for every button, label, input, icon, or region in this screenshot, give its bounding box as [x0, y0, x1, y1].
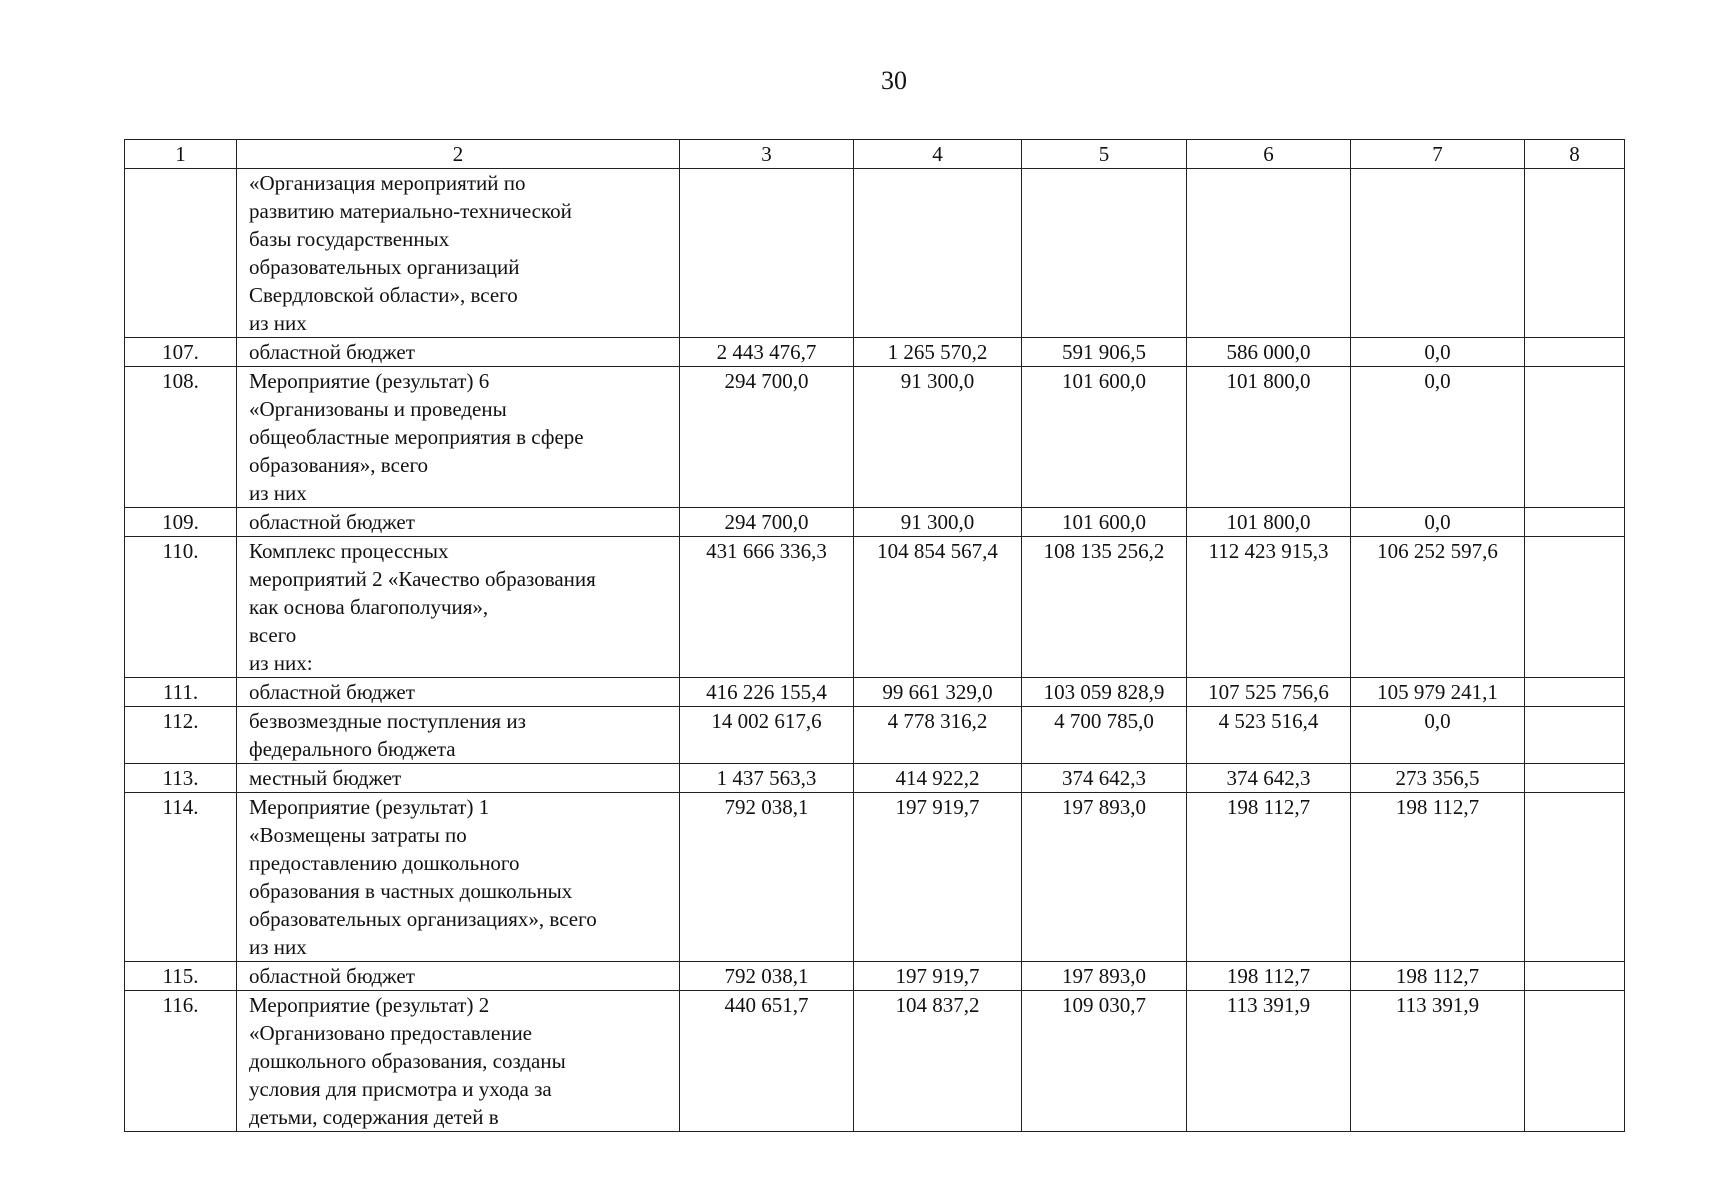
row-number: 109. [125, 508, 237, 537]
description-line: Мероприятие (результат) 2 [249, 993, 490, 1017]
table-row [125, 962, 1625, 991]
value-col-8 [1525, 338, 1625, 367]
row-number: 110. [125, 537, 237, 678]
value-col-5: 108 135 256,2 [1022, 537, 1187, 678]
row-number: 107. [125, 338, 237, 367]
value-col-7: 0,0 [1351, 367, 1525, 508]
value-col-6: 198 112,7 [1187, 962, 1351, 991]
value-col-8 [1525, 678, 1625, 707]
description-line: предоставлению дошкольного [249, 851, 520, 875]
description-line: из них [249, 311, 307, 335]
value-col-8 [1525, 537, 1625, 678]
value-col-7 [1351, 169, 1525, 338]
row-description [237, 367, 680, 508]
value-col-5: 197 893,0 [1022, 962, 1187, 991]
value-col-4: 197 919,7 [854, 962, 1022, 991]
budget-table [124, 139, 1625, 1132]
description-line: областной бюджет [249, 340, 415, 364]
description-line: Комплекс процессных [249, 539, 449, 563]
value-col-5: 109 030,7 [1022, 991, 1187, 1132]
value-col-5: 591 906,5 [1022, 338, 1187, 367]
description-line: всего [249, 623, 297, 647]
description-line: мероприятий 2 «Качество образования [249, 567, 596, 591]
description-line: образовательных организациях», всего [249, 907, 597, 931]
header-cell-4: 4 [854, 140, 1022, 169]
value-col-7: 198 112,7 [1351, 962, 1525, 991]
row-description [237, 508, 680, 537]
value-col-4: 104 837,2 [854, 991, 1022, 1132]
header-cell-8: 8 [1525, 140, 1625, 169]
row-number: 112. [125, 707, 237, 764]
description-line: областной бюджет [249, 964, 415, 988]
description-line: Свердловской области», всего [249, 283, 518, 307]
value-col-7: 0,0 [1351, 707, 1525, 764]
value-col-3: 416 226 155,4 [680, 678, 854, 707]
row-description [237, 338, 680, 367]
header-row [125, 140, 1625, 169]
table-row [125, 707, 1625, 764]
value-col-5: 4 700 785,0 [1022, 707, 1187, 764]
row-number [125, 169, 237, 338]
table-row [125, 338, 1625, 367]
value-col-5: 374 642,3 [1022, 764, 1187, 793]
description-line: федерального бюджета [249, 737, 456, 761]
value-col-8 [1525, 367, 1625, 508]
table-row [125, 764, 1625, 793]
header-cell-7: 7 [1351, 140, 1525, 169]
description-line: областной бюджет [249, 680, 415, 704]
value-col-6: 374 642,3 [1187, 764, 1351, 793]
value-col-6: 101 800,0 [1187, 367, 1351, 508]
description-line: условия для присмотра и ухода за [249, 1077, 552, 1101]
table-row [125, 678, 1625, 707]
header-cell-2: 2 [237, 140, 680, 169]
value-col-4: 91 300,0 [854, 367, 1022, 508]
value-col-6: 112 423 915,3 [1187, 537, 1351, 678]
value-col-3: 2 443 476,7 [680, 338, 854, 367]
description-line: «Организованы и проведены [249, 397, 507, 421]
value-col-4: 414 922,2 [854, 764, 1022, 793]
description-line: дошкольного образования, созданы [249, 1049, 566, 1073]
row-description [237, 678, 680, 707]
row-number: 108. [125, 367, 237, 508]
value-col-8 [1525, 991, 1625, 1132]
value-col-6: 107 525 756,6 [1187, 678, 1351, 707]
value-col-7: 0,0 [1351, 338, 1525, 367]
row-description [237, 962, 680, 991]
row-description [237, 707, 680, 764]
description-line: базы государственных [249, 227, 450, 251]
value-col-8 [1525, 508, 1625, 537]
value-col-6: 101 800,0 [1187, 508, 1351, 537]
value-col-5: 197 893,0 [1022, 793, 1187, 962]
value-col-4: 91 300,0 [854, 508, 1022, 537]
value-col-5 [1022, 169, 1187, 338]
header-cell-3: 3 [680, 140, 854, 169]
description-line: из них [249, 481, 307, 505]
description-line: Мероприятие (результат) 1 [249, 795, 490, 819]
value-col-8 [1525, 793, 1625, 962]
table-row [125, 793, 1625, 962]
description-line: «Возмещены затраты по [249, 823, 467, 847]
row-description [237, 537, 680, 678]
value-col-4: 1 265 570,2 [854, 338, 1022, 367]
table-row [125, 169, 1625, 338]
description-line: образовательных организаций [249, 255, 520, 279]
value-col-7: 198 112,7 [1351, 793, 1525, 962]
description-line: детьми, содержания детей в [249, 1105, 499, 1129]
row-number: 114. [125, 793, 237, 962]
table-body [125, 140, 1625, 1132]
table-row [125, 508, 1625, 537]
value-col-6: 113 391,9 [1187, 991, 1351, 1132]
description-line: местный бюджет [249, 766, 402, 790]
value-col-6: 198 112,7 [1187, 793, 1351, 962]
value-col-3: 792 038,1 [680, 962, 854, 991]
value-col-3: 14 002 617,6 [680, 707, 854, 764]
value-col-4: 99 661 329,0 [854, 678, 1022, 707]
value-col-3: 792 038,1 [680, 793, 854, 962]
header-cell-1: 1 [125, 140, 237, 169]
value-col-4: 104 854 567,4 [854, 537, 1022, 678]
description-line: «Организовано предоставление [249, 1021, 532, 1045]
table-row [125, 537, 1625, 678]
row-number: 113. [125, 764, 237, 793]
table-row [125, 991, 1625, 1132]
header-cell-6: 6 [1187, 140, 1351, 169]
value-col-5: 103 059 828,9 [1022, 678, 1187, 707]
description-line: безвозмездные поступления из [249, 709, 526, 733]
table-row [125, 367, 1625, 508]
value-col-5: 101 600,0 [1022, 367, 1187, 508]
description-line: общеобластные мероприятия в сфере [249, 425, 584, 449]
value-col-3: 431 666 336,3 [680, 537, 854, 678]
value-col-8 [1525, 707, 1625, 764]
row-number: 111. [125, 678, 237, 707]
row-description [237, 169, 680, 338]
row-description [237, 793, 680, 962]
description-line: Мероприятие (результат) 6 [249, 369, 490, 393]
value-col-6 [1187, 169, 1351, 338]
value-col-4: 4 778 316,2 [854, 707, 1022, 764]
value-col-6: 4 523 516,4 [1187, 707, 1351, 764]
description-line: «Организация мероприятий по [249, 171, 526, 195]
description-line: образования», всего [249, 453, 429, 477]
value-col-8 [1525, 962, 1625, 991]
value-col-7: 273 356,5 [1351, 764, 1525, 793]
description-line: развитию материально-технической [249, 199, 572, 223]
value-col-8 [1525, 169, 1625, 338]
value-col-8 [1525, 764, 1625, 793]
page-number: 30 [881, 66, 907, 95]
description-line: образования в частных дошкольных [249, 879, 573, 903]
value-col-4 [854, 169, 1022, 338]
value-col-3: 1 437 563,3 [680, 764, 854, 793]
header-cell-5: 5 [1022, 140, 1187, 169]
value-col-4: 197 919,7 [854, 793, 1022, 962]
description-line: как основа благополучия», [249, 595, 489, 619]
row-number: 115. [125, 962, 237, 991]
row-description [237, 991, 680, 1132]
value-col-3: 294 700,0 [680, 508, 854, 537]
value-col-7: 113 391,9 [1351, 991, 1525, 1132]
row-number: 116. [125, 991, 237, 1132]
value-col-5: 101 600,0 [1022, 508, 1187, 537]
description-line: из них [249, 935, 307, 959]
value-col-3: 294 700,0 [680, 367, 854, 508]
value-col-6: 586 000,0 [1187, 338, 1351, 367]
description-line: областной бюджет [249, 510, 415, 534]
value-col-7: 106 252 597,6 [1351, 537, 1525, 678]
row-description [237, 764, 680, 793]
value-col-3: 440 651,7 [680, 991, 854, 1132]
description-line: из них: [249, 651, 313, 675]
value-col-7: 0,0 [1351, 508, 1525, 537]
value-col-7: 105 979 241,1 [1351, 678, 1525, 707]
value-col-3 [680, 169, 854, 338]
